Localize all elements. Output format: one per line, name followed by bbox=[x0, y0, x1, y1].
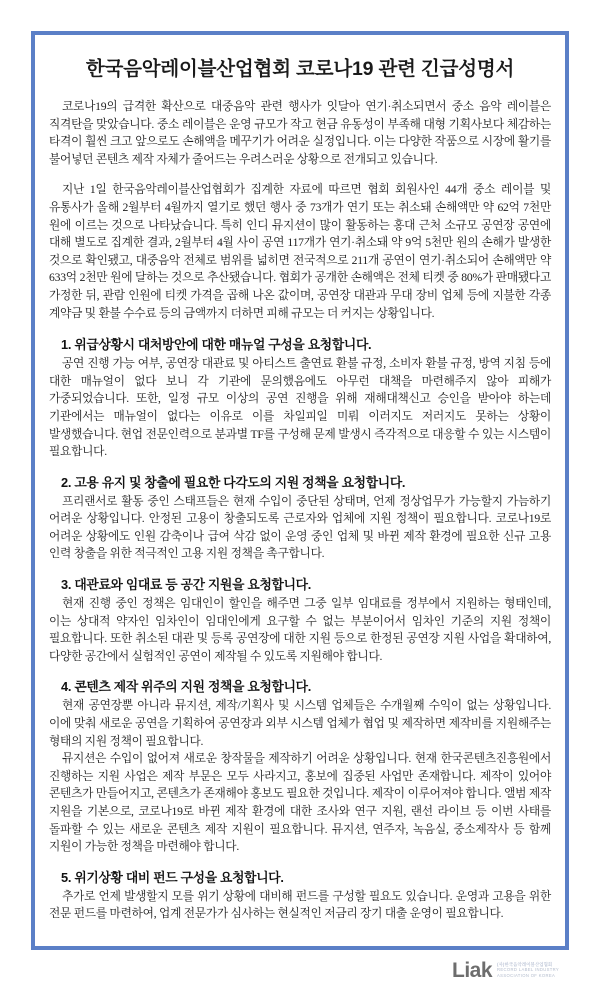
page-title: 한국음악레이블산업협회 코로나19 관련 긴급성명서 bbox=[85, 58, 515, 80]
section-5-heading: 5. 위기상황 대비 펀드 구성을 요청합니다. bbox=[61, 869, 284, 885]
document-frame bbox=[31, 31, 569, 950]
section-3-paragraph-1: 현재 진행 중인 정책은 임대인이 할인을 해주면 그중 일부 임대료를 정부에서 지원하는 형태인데, 이는 상대적 약자인 임차인이 임대인에게 요구할 수 없는 부분이어서 임차인 기준의 지원 정책이 필요합니다. 또한 취소된 대관 및 등록 공연장에 대한 지원 등으로 한정된 공연장 지원 사업을 확대하여, 다양한 공간에서 실험적인 공연이 제작될 수 있도록 지원해야 합니다. bbox=[49, 597, 551, 663]
section-1-paragraph-1: 공연 진행 가능 여부, 공연장 대관료 및 아티스트 출연료 환불 규정, 소비자 환불 규정, 방역 지침 등에 대한 매뉴얼이 없다 보니 각 기관에 문의했음에도 아무런 대책을 마련해주지 않아 피해가 가중되었습니다. 또한, 일정 규모 이상의 공연 진행을 위해 재해대책신고 승인을 받아야 하는데 기관에서는 매뉴얼이 없다는 이유로 이를 차일피일 미뤄 이러지도 저러지도 못하는 상황이 발생했습니다. 현업 전문인력으로 분과별 TF를 구성해 문제 발생시 즉각적으로 대응할 수 있는 시스템이 필요합니다. bbox=[49, 357, 551, 459]
document-frame-inner bbox=[35, 35, 565, 946]
section-4 bbox=[49, 677, 551, 855]
section-5-paragraph-1: 추가로 언제 발생할지 모를 위기 상황에 대비해 펀드를 구성할 필요도 있습니다. 운영과 고용을 위한 전문 펀드를 마련하여, 업계 전문가가 심사하는 현실적인 저금리 장기 대출 운영이 필요합니다. bbox=[49, 889, 551, 921]
section-3 bbox=[49, 575, 551, 665]
section-5 bbox=[49, 868, 551, 923]
section-2 bbox=[49, 473, 551, 563]
section-1 bbox=[49, 335, 551, 461]
section-2-heading: 2. 고용 유지 및 창출에 필요한 다각도의 지원 정책을 요청합니다. bbox=[61, 474, 406, 490]
logo-korean-name: (사)한국음악레이블산업협회 bbox=[497, 961, 553, 967]
association-logo bbox=[452, 957, 576, 983]
intro-paragraph-1: 코로나19의 급격한 확산으로 대중음악 관련 행사가 잇달아 연기·취소되면서 중소 음악 레이블은 직격탄을 맞았습니다. 중소 레이블은 운영 규모가 작고 현금 유동성이 부족해 대형 기획사보다 체감하는 타격이 훨씬 크고 앞으로도 손해액을 메꾸기가 어려운 실정입니다. 이는 다양한 작품으로 시장에 활기를 불어넣던 콘텐츠 제작 자체가 줄어드는 우려스러운 상황으로 전개되고 있습니다. bbox=[49, 100, 551, 166]
logo-english-line-1: RECORD LABEL INDUSTRY bbox=[497, 967, 560, 973]
logo-text-block bbox=[497, 962, 559, 978]
section-3-heading: 3. 대관료와 임대료 등 공간 지원을 요청합니다. bbox=[61, 577, 311, 593]
section-4-paragraph-1: 현재 공연장뿐 아니라 뮤지션, 제작/기획사 및 시스템 업체들은 수개월째 수익이 없는 상황입니다. 이에 맞춰 새로운 공연을 기획하여 공연장과 외부 시스템 업체가 협업 및 제작하면 제작비를 지원해주는 형태의 지원 정책이 필요합니다. bbox=[49, 699, 551, 748]
section-1-heading: 1. 위급상황시 대처방안에 대한 매뉴얼 구성을 요청합니다. bbox=[61, 337, 372, 353]
document-body bbox=[38, 38, 562, 927]
section-4-heading: 4. 콘텐츠 제작 위주의 지원 정책을 요청합니다. bbox=[61, 679, 311, 695]
intro-paragraph-2: 지난 1일 한국음악레이블산업협회가 집계한 자료에 따르면 협회 회원사인 44개 중소 레이블 및 유통사가 올해 2월부터 4월까지 열기로 했던 행사 중 73개가 연기 또는 취소돼 손해액만 약 62억 7천만 원에 이르는 것으로 나타났습니다. 특히 인디 뮤지션이 많이 활동하는 홍대 근처 소규모 공연장 공연에 대해 별도로 집계한 결과, 2월부터 4월 사이 공연 117개가 연기·취소돼 약 9억 5천만 원의 손해가 발생한 것으로 확인됐고, 대중음악 전체로 범위를 넓히면 전국적으로 211개 공연이 연기·취소되어 손해액만 약 633억 2천만 원에 달하는 것으로 추산됐습니다. 협회가 공개한 손해액은 전체 티켓 중 80%가 판매됐다고 가정한 뒤, 관람 인원에 티켓 가격을 곱해 나온 값이며, 공연장 대관과 무대 장비 업체 등에 지불한 각종 계약금 및 환불 수수료 등의 금액까지 더하면 피해 규모는 더 커지는 상황입니다. bbox=[49, 183, 551, 320]
section-2-paragraph-1: 프리랜서로 활동 중인 스태프들은 현재 수입이 중단된 상태며, 언제 정상업무가 가능할지 가늠하기 어려운 상황입니다. 안정된 고용이 창출되도록 근로자와 업체에 지원 정책이 필요합니다. 코로나19로 어려운 상황에도 인원 감축이나 급여 삭감 없이 운영 중인 업체 및 바뀐 제작 환경에 필요한 신규 고용 인력 창출을 위한 적극적인 고용 지원 정책을 촉구합니다. bbox=[49, 494, 551, 561]
logo-wordmark: Liak bbox=[452, 958, 493, 982]
logo-english-line-2: ASSOCIATION OF KOREA bbox=[497, 972, 556, 978]
section-4-paragraph-2: 뮤지션은 수입이 없어져 새로운 창작물을 제작하기 어려운 상황입니다. 현재 한국콘텐츠진흥원에서 진행하는 지원 사업은 제작 부문은 모두 사라지고, 홍보에 집중된 사업만 존재합니다. 제작이 있어야 콘텐츠가 만들어지고, 콘텐츠가 존재해야 홍보도 필요한 것입니다. 제작이 이루어져야 합니다. 앨범 제작 지원을 기본으로, 코로나19로 바뀐 제작 환경에 대한 조사와 연구 지원, 랜선 라이브 등 이번 사태를 돌파할 수 있는 새로운 콘텐츠 제작 지원이 필요합니다. 뮤지션, 연주자, 녹음실, 중소제작사 등 함께 지원이 가능한 정책을 마련해야 합니다. bbox=[49, 752, 551, 854]
